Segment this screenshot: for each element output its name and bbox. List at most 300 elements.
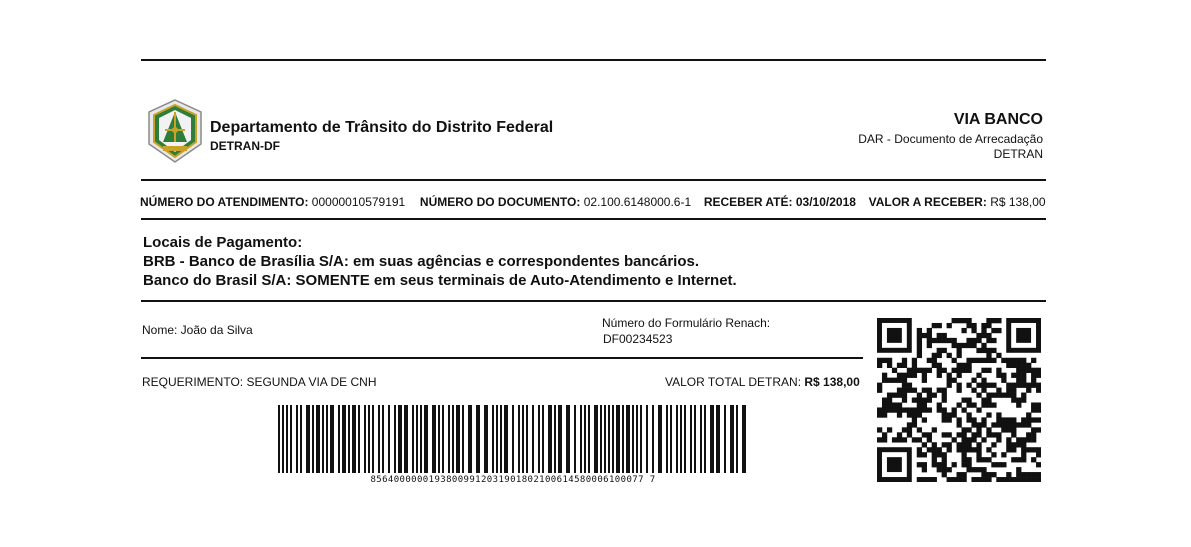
qr-module bbox=[922, 398, 927, 403]
qr-module bbox=[1031, 437, 1036, 442]
qr-module bbox=[922, 442, 927, 447]
qr-module bbox=[882, 402, 887, 407]
qr-module bbox=[976, 338, 981, 343]
barcode-bar bbox=[704, 405, 706, 473]
qr-module bbox=[976, 442, 981, 447]
doc-issuer-label: DETRAN bbox=[993, 147, 1043, 161]
qr-finder-inner bbox=[1016, 328, 1031, 343]
qr-module bbox=[1021, 437, 1026, 442]
qr-module bbox=[996, 477, 1001, 482]
qr-module bbox=[976, 407, 981, 412]
qr-module bbox=[1016, 437, 1021, 442]
qr-module bbox=[981, 437, 986, 442]
qr-module bbox=[966, 323, 971, 328]
qr-module bbox=[981, 457, 986, 462]
qr-module bbox=[966, 398, 971, 403]
qr-module bbox=[1031, 402, 1036, 407]
qr-module bbox=[996, 368, 1001, 373]
qr-module bbox=[952, 358, 957, 363]
qr-module bbox=[937, 323, 942, 328]
qr-module bbox=[932, 462, 937, 467]
qr-module bbox=[961, 368, 966, 373]
qr-module bbox=[991, 402, 996, 407]
qr-module bbox=[882, 358, 887, 363]
qr-module bbox=[966, 457, 971, 462]
qr-module bbox=[1021, 477, 1026, 482]
qr-module bbox=[1021, 422, 1026, 427]
qr-module bbox=[877, 437, 882, 442]
qr-module bbox=[966, 417, 971, 422]
qr-module bbox=[966, 447, 971, 452]
qr-module bbox=[942, 338, 947, 343]
atendimento-value: 00000010579191 bbox=[311, 195, 406, 209]
barcode-bar bbox=[584, 405, 586, 473]
qr-module bbox=[947, 467, 952, 472]
qr-module bbox=[961, 343, 966, 348]
qr-module bbox=[912, 412, 917, 417]
qr-module bbox=[917, 343, 922, 348]
qr-module bbox=[1026, 383, 1031, 388]
qr-module bbox=[907, 388, 912, 393]
qr-module bbox=[897, 412, 902, 417]
qr-module bbox=[1021, 378, 1026, 383]
qr-module bbox=[986, 457, 991, 462]
qr-module bbox=[957, 373, 962, 378]
barcode-bar bbox=[604, 405, 606, 473]
barcode-bar bbox=[352, 405, 356, 473]
qr-module bbox=[922, 333, 927, 338]
qr-module bbox=[1021, 373, 1026, 378]
qr-module bbox=[981, 388, 986, 393]
qr-module bbox=[907, 427, 912, 432]
qr-module bbox=[1026, 472, 1031, 477]
qr-module bbox=[882, 378, 887, 383]
qr-module bbox=[991, 462, 996, 467]
qr-module bbox=[912, 437, 917, 442]
qr-module bbox=[1021, 358, 1026, 363]
qr-module bbox=[917, 447, 922, 452]
qr-module bbox=[1006, 422, 1011, 427]
qr-module bbox=[1016, 457, 1021, 462]
valor-total-value: R$ 138,00 bbox=[804, 375, 860, 389]
qr-module bbox=[937, 348, 942, 353]
qr-module bbox=[947, 383, 952, 388]
qr-module bbox=[1001, 378, 1006, 383]
qr-module bbox=[917, 437, 922, 442]
requerimento-label: REQUERIMENTO: SEGUNDA VIA DE CNH bbox=[142, 375, 377, 389]
qr-module bbox=[981, 378, 986, 383]
qr-module bbox=[937, 447, 942, 452]
qr-module bbox=[1026, 477, 1031, 482]
qr-finder-inner bbox=[887, 457, 902, 472]
barcode-bar bbox=[548, 405, 552, 473]
barcode-bar bbox=[742, 405, 746, 473]
qr-module bbox=[1016, 373, 1021, 378]
qr-module bbox=[986, 412, 991, 417]
qr-module bbox=[1026, 447, 1031, 452]
qr-module bbox=[952, 477, 957, 482]
doc-type-label: DAR - Documento de Arrecadação bbox=[858, 132, 1043, 146]
qr-module bbox=[937, 333, 942, 338]
qr-module bbox=[1016, 358, 1021, 363]
qr-module bbox=[991, 472, 996, 477]
qr-module bbox=[897, 393, 902, 398]
qr-module bbox=[1031, 472, 1036, 477]
barcode-bar bbox=[424, 405, 428, 473]
qr-module bbox=[1031, 378, 1036, 383]
qr-module bbox=[981, 402, 986, 407]
qr-module bbox=[937, 452, 942, 457]
qr-module bbox=[882, 412, 887, 417]
qr-module bbox=[1021, 368, 1026, 373]
qr-module bbox=[932, 323, 937, 328]
qr-module bbox=[976, 422, 981, 427]
qr-module bbox=[1031, 368, 1036, 373]
qr-module bbox=[1006, 363, 1011, 368]
qr-module bbox=[996, 412, 1001, 417]
qr-module bbox=[1031, 373, 1036, 378]
qr-module bbox=[957, 477, 962, 482]
qr-module bbox=[907, 383, 912, 388]
qr-module bbox=[932, 447, 937, 452]
payment-line-brb: BRB - Banco de Brasília S/A: em suas agências e correspondentes bancários. bbox=[143, 253, 700, 270]
qr-module bbox=[892, 407, 897, 412]
qr-module bbox=[887, 398, 892, 403]
qr-module bbox=[1011, 383, 1016, 388]
barcode-bar bbox=[640, 405, 642, 473]
qr-module bbox=[932, 442, 937, 447]
qr-module bbox=[902, 393, 907, 398]
qr-module bbox=[937, 353, 942, 358]
qr-module bbox=[996, 437, 1001, 442]
qr-module bbox=[986, 368, 991, 373]
barcode-bar bbox=[496, 405, 498, 473]
qr-module bbox=[996, 373, 1001, 378]
qr-module bbox=[887, 402, 892, 407]
barcode-bar bbox=[398, 405, 402, 473]
qr-module bbox=[917, 398, 922, 403]
qr-module bbox=[917, 338, 922, 343]
qr-module bbox=[932, 452, 937, 457]
qr-module bbox=[957, 422, 962, 427]
qr-module bbox=[976, 358, 981, 363]
qr-module bbox=[952, 318, 957, 323]
qr-module bbox=[961, 427, 966, 432]
qr-module bbox=[971, 323, 976, 328]
barcode-bar bbox=[278, 405, 280, 473]
qr-module bbox=[971, 378, 976, 383]
qr-module bbox=[957, 388, 962, 393]
barcode-bar bbox=[342, 405, 346, 473]
qr-module bbox=[917, 427, 922, 432]
qr-module bbox=[986, 398, 991, 403]
qr-module bbox=[981, 328, 986, 333]
barcode-bar bbox=[394, 405, 396, 473]
qr-module bbox=[1011, 432, 1016, 437]
qr-module bbox=[892, 402, 897, 407]
qr-module bbox=[981, 368, 986, 373]
qr-module bbox=[937, 462, 942, 467]
qr-module bbox=[1031, 417, 1036, 422]
qr-module bbox=[932, 427, 937, 432]
barcode-bar bbox=[372, 405, 374, 473]
qr-module bbox=[942, 412, 947, 417]
qr-module bbox=[1026, 388, 1031, 393]
barcode-bar bbox=[724, 405, 726, 473]
qr-module bbox=[952, 462, 957, 467]
barcode-bar bbox=[730, 405, 734, 473]
barcode-bar bbox=[504, 405, 508, 473]
qr-module bbox=[1036, 388, 1041, 393]
barcode-bar bbox=[438, 405, 440, 473]
qr-module bbox=[991, 422, 996, 427]
qr-module bbox=[1016, 467, 1021, 472]
qr-module bbox=[981, 398, 986, 403]
qr-module bbox=[1006, 437, 1011, 442]
qr-module bbox=[1036, 368, 1041, 373]
qr-module bbox=[1021, 363, 1026, 368]
barcode-bar bbox=[420, 405, 422, 473]
qr-module bbox=[957, 402, 962, 407]
qr-module bbox=[887, 358, 892, 363]
qr-module bbox=[981, 467, 986, 472]
qr-module bbox=[1031, 427, 1036, 432]
qr-module bbox=[1031, 457, 1036, 462]
qr-module bbox=[922, 432, 927, 437]
qr-module bbox=[957, 383, 962, 388]
barcode-bar bbox=[416, 405, 418, 473]
qr-module bbox=[1016, 477, 1021, 482]
org-abbr: DETRAN-DF bbox=[210, 139, 280, 153]
qr-module bbox=[917, 477, 922, 482]
qr-module bbox=[917, 393, 922, 398]
qr-module bbox=[976, 333, 981, 338]
valor-total bbox=[665, 375, 860, 389]
qr-module bbox=[952, 407, 957, 412]
qr-module bbox=[897, 407, 902, 412]
qr-module bbox=[1011, 398, 1016, 403]
qr-module bbox=[922, 368, 927, 373]
barcode-bar bbox=[680, 405, 682, 473]
qr-module bbox=[1036, 452, 1041, 457]
qr-module bbox=[1031, 477, 1036, 482]
qr-module bbox=[1036, 427, 1041, 432]
qr-module bbox=[976, 373, 981, 378]
qr-module bbox=[1036, 477, 1041, 482]
barcode-bar bbox=[282, 405, 284, 473]
qr-module bbox=[1006, 393, 1011, 398]
qr-module bbox=[966, 338, 971, 343]
qr-module bbox=[902, 378, 907, 383]
qr-module bbox=[996, 432, 1001, 437]
qr-module bbox=[902, 363, 907, 368]
qr-module bbox=[877, 388, 882, 393]
qr-module bbox=[1026, 437, 1031, 442]
qr-module bbox=[976, 383, 981, 388]
qr-module bbox=[971, 358, 976, 363]
qr-module bbox=[952, 412, 957, 417]
barcode-bar bbox=[666, 405, 668, 473]
qr-module bbox=[922, 388, 927, 393]
barcode-bar bbox=[432, 405, 436, 473]
qr-module bbox=[942, 462, 947, 467]
qr-module bbox=[986, 477, 991, 482]
qr-module bbox=[986, 353, 991, 358]
qr-module bbox=[877, 358, 882, 363]
barcode-bar bbox=[388, 405, 390, 473]
qr-module bbox=[882, 373, 887, 378]
barcode-bar bbox=[710, 405, 714, 473]
qr-module bbox=[1021, 472, 1026, 477]
barcode-bar bbox=[632, 405, 634, 473]
renach-label: Número do Formulário Renach: bbox=[602, 316, 771, 330]
qr-module bbox=[966, 467, 971, 472]
qr-module bbox=[937, 368, 942, 373]
qr-module bbox=[961, 437, 966, 442]
qr-module bbox=[932, 393, 937, 398]
qr-module bbox=[996, 388, 1001, 393]
qr-module bbox=[917, 407, 922, 412]
qr-module bbox=[971, 477, 976, 482]
barcode-bar bbox=[368, 405, 370, 473]
qr-module bbox=[1036, 373, 1041, 378]
qr-module bbox=[927, 338, 932, 343]
qr-module bbox=[1001, 422, 1006, 427]
qr-module bbox=[942, 388, 947, 393]
qr-module bbox=[897, 437, 902, 442]
qr-module bbox=[902, 437, 907, 442]
qr-module bbox=[1026, 363, 1031, 368]
payment-title: Locais de Pagamento: bbox=[143, 234, 303, 251]
qr-module bbox=[937, 373, 942, 378]
qr-module bbox=[1016, 398, 1021, 403]
barcode-bar bbox=[616, 405, 620, 473]
qr-module bbox=[976, 393, 981, 398]
qr-module bbox=[991, 328, 996, 333]
qr-module bbox=[897, 388, 902, 393]
qr-module bbox=[927, 368, 932, 373]
qr-module bbox=[976, 447, 981, 452]
qr-module bbox=[927, 447, 932, 452]
qr-module bbox=[912, 358, 917, 363]
qr-module bbox=[981, 417, 986, 422]
qr-module bbox=[1011, 363, 1016, 368]
qr-module bbox=[1036, 472, 1041, 477]
qr-module bbox=[902, 383, 907, 388]
qr-module bbox=[942, 393, 947, 398]
qr-module bbox=[912, 407, 917, 412]
qr-module bbox=[887, 407, 892, 412]
qr-module bbox=[1021, 452, 1026, 457]
qr-module bbox=[981, 358, 986, 363]
barcode-bar bbox=[600, 405, 602, 473]
qr-module bbox=[1031, 383, 1036, 388]
qr-module bbox=[957, 432, 962, 437]
qr-module bbox=[922, 402, 927, 407]
qr-module bbox=[907, 373, 912, 378]
valor-receber-label: VALOR A RECEBER: bbox=[868, 195, 987, 209]
qr-module bbox=[947, 373, 952, 378]
qr-module bbox=[981, 477, 986, 482]
qr-module bbox=[887, 378, 892, 383]
qr-module bbox=[1021, 393, 1026, 398]
qr-module bbox=[887, 427, 892, 432]
qr-module bbox=[1016, 442, 1021, 447]
qr-module bbox=[927, 388, 932, 393]
qr-module bbox=[976, 432, 981, 437]
qr-module bbox=[937, 407, 942, 412]
qr-module bbox=[927, 358, 932, 363]
barcode-bar bbox=[382, 405, 384, 473]
qr-module bbox=[912, 368, 917, 373]
qr-module bbox=[991, 358, 996, 363]
barcode-bar bbox=[608, 405, 610, 473]
qr-module bbox=[981, 383, 986, 388]
qr-module bbox=[971, 417, 976, 422]
qr-module bbox=[957, 417, 962, 422]
qr-module bbox=[922, 407, 927, 412]
qr-module bbox=[917, 452, 922, 457]
qr-module bbox=[922, 373, 927, 378]
barcode-bar bbox=[574, 405, 576, 473]
qr-module bbox=[947, 442, 952, 447]
qr-module bbox=[1006, 447, 1011, 452]
qr-module bbox=[961, 457, 966, 462]
barcode-bar bbox=[338, 405, 340, 473]
qr-module bbox=[927, 393, 932, 398]
qr-finder-inner bbox=[887, 328, 902, 343]
qr-module bbox=[1001, 373, 1006, 378]
qr-module bbox=[961, 398, 966, 403]
top-divider bbox=[141, 59, 1046, 61]
qr-module bbox=[1006, 358, 1011, 363]
qr-module bbox=[971, 432, 976, 437]
barcode-bar bbox=[322, 405, 324, 473]
qr-module bbox=[1026, 417, 1031, 422]
qr-module bbox=[986, 358, 991, 363]
qr-module bbox=[892, 378, 897, 383]
qr-module bbox=[961, 318, 966, 323]
barcode-bar bbox=[566, 405, 570, 473]
barcode-bar bbox=[448, 405, 450, 473]
qr-module bbox=[902, 407, 907, 412]
qr-module bbox=[986, 318, 991, 323]
qr-module bbox=[971, 402, 976, 407]
qr-module bbox=[1001, 452, 1006, 457]
qr-module bbox=[1011, 393, 1016, 398]
barcode-bar bbox=[468, 405, 472, 473]
qr-module bbox=[986, 432, 991, 437]
qr-module bbox=[947, 353, 952, 358]
qr-module bbox=[966, 427, 971, 432]
qr-module bbox=[996, 462, 1001, 467]
qr-module bbox=[961, 447, 966, 452]
qr-module bbox=[1021, 442, 1026, 447]
barcode-bar bbox=[700, 405, 702, 473]
qr-module bbox=[996, 328, 1001, 333]
barcode-bar bbox=[476, 405, 480, 473]
qr-module bbox=[907, 432, 912, 437]
qr-module bbox=[1006, 442, 1011, 447]
qr-module bbox=[991, 393, 996, 398]
qr-module bbox=[942, 467, 947, 472]
qr-module bbox=[1011, 447, 1016, 452]
qr-module bbox=[1011, 373, 1016, 378]
qr-module bbox=[952, 378, 957, 383]
qr-module bbox=[961, 432, 966, 437]
barcode-bar bbox=[452, 405, 454, 473]
qr-module bbox=[907, 412, 912, 417]
